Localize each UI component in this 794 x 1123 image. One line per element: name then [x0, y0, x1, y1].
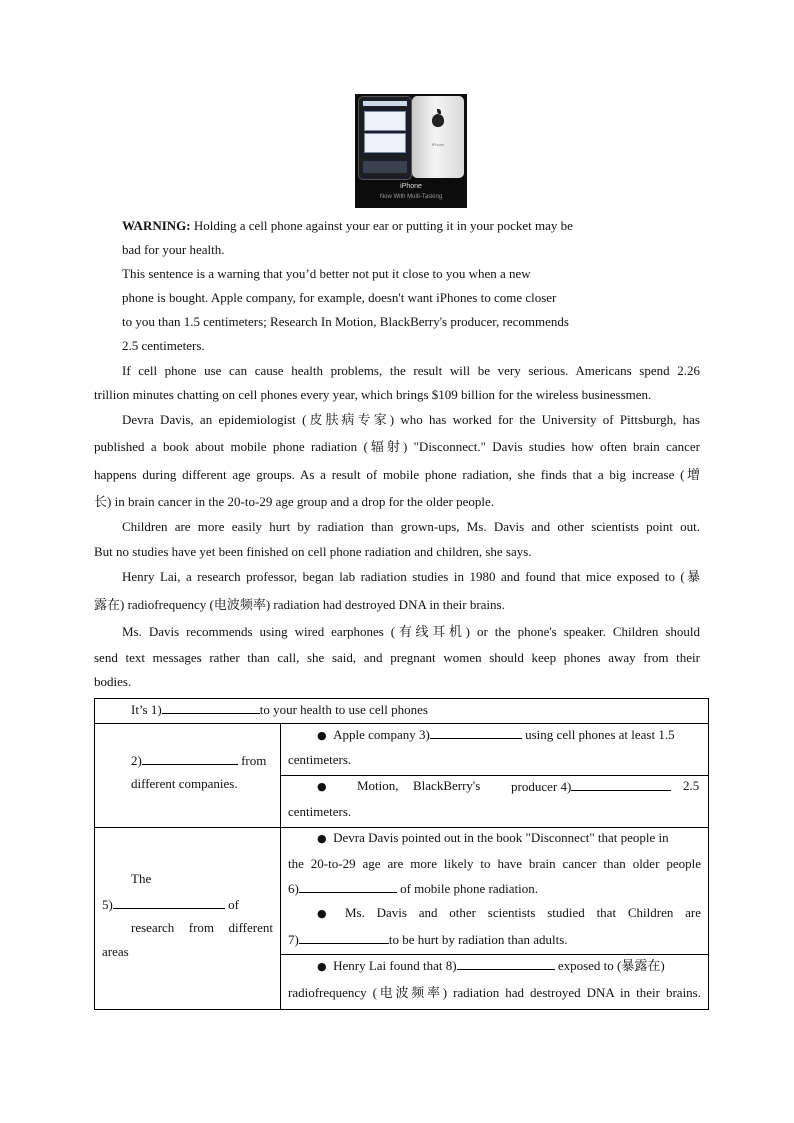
paragraph-3-line-2: But no studies have yet been finished on cell phone radiation and children, she says. — [94, 544, 532, 559]
blank-8[interactable] — [457, 957, 555, 970]
blank-5[interactable] — [113, 896, 225, 909]
bullet-icon: ● — [317, 832, 327, 845]
right-cell-3-line-1: ● Devra Davis pointed out in the book "Disconnect" that people in — [317, 830, 669, 845]
left-cell-2-line-2: 5) of — [102, 897, 239, 912]
bullet-icon: ● — [317, 960, 327, 973]
paragraph-5-line-1: Ms. Davis recommends using wired earphones (有线耳机) or the phone's speaker. Children should — [122, 624, 700, 639]
right-cell-4-line-1: Ms. Davis and other scientists studied that Children are — [345, 905, 701, 920]
right-cell-2-word-2: BlackBerry's — [413, 778, 481, 793]
paragraph-2-line-2: published a book about mobile phone radiation (辐射) "Disconnect." Davis studies how often brain cancer — [94, 439, 700, 454]
right-cell-1-line-1: ● Apple company 3) using cell phones at least 1.5 — [317, 727, 675, 742]
phone-back-label: iPhone — [431, 142, 445, 147]
apple-logo-icon — [432, 114, 444, 127]
blank-6[interactable] — [299, 880, 397, 893]
summary-table — [94, 698, 709, 1010]
bullet-icon: ● — [317, 729, 327, 742]
right-cell-2-word-1: Motion, — [357, 778, 399, 793]
bullet-icon: ● — [317, 907, 327, 920]
paragraph-1-line-2: trillion minutes chatting on cell phones every year, which brings $109 billion for the wireless businessmen. — [94, 387, 652, 402]
warning-line-6: 2.5 centimeters. — [122, 338, 205, 353]
right-cell-2-bullet — [317, 778, 327, 795]
iphone-image — [355, 94, 467, 208]
left-cell-2-line-4: areas — [102, 944, 129, 959]
image-caption-title: iPhone — [400, 183, 422, 190]
left-cell-2-line-1: The — [131, 871, 152, 886]
right-cell-3-line-2: the 20-to-29 age are more likely to have brain cancer than older people — [288, 856, 701, 871]
blank-2[interactable] — [142, 752, 238, 765]
paragraph-5-line-3: bodies. — [94, 674, 132, 689]
image-caption-subtitle: Now With Multi-Tasking — [379, 194, 443, 200]
paragraph-5-line-2: send text messages rather than call, she said, and pregnant women should keep phones away from their — [94, 650, 700, 665]
warning-line-1: WARNING: Holding a cell phone against your ear or putting it in your pocket may be — [122, 218, 573, 233]
warning-line-3: This sentence is a warning that you’d better not put it close to you when a new — [122, 266, 531, 281]
paragraph-4-line-1: Henry Lai, a research professor, began lab radiation studies in 1980 and found that mice exposed to (暴 — [122, 569, 700, 584]
paragraph-2-line-4: 长) in brain cancer in the 20-to-29 age group and a drop for the older people. — [94, 494, 494, 509]
right-cell-2-word-4: 2.5 — [683, 778, 700, 793]
left-cell-1-line-1: 2) from — [131, 753, 267, 768]
paragraph-1-line-1: If cell phone use can cause health problems, the result will be very serious. Americans spend 2.26 — [122, 363, 700, 378]
left-cell-1-line-2: different companies. — [131, 776, 238, 791]
right-cell-1-line-2: centimeters. — [288, 752, 352, 767]
phone-screen — [358, 96, 412, 180]
left-cell-2-line-3: research from different — [131, 920, 273, 935]
right-cell-2-line-2: centimeters. — [288, 804, 352, 819]
right-cell-5-line-2: radiofrequency (电波频率) radiation had destroyed DNA in their brains. — [288, 985, 701, 1000]
warning-line-4: phone is bought. Apple company, for example, doesn't want iPhones to come closer — [122, 290, 557, 305]
paragraph-2-line-3: happens during different age groups. As a result of mobile phone radiation, she finds that a big increase (增 — [94, 467, 700, 482]
blank-3[interactable] — [430, 726, 522, 739]
right-cell-2-word-3: producer 4) — [511, 778, 671, 795]
right-cell-4-line-2: 7) to be hurt by radiation than adults. — [288, 932, 568, 947]
right-cell-3-line-3: 6) of mobile phone radiation. — [288, 881, 539, 896]
warning-label: WARNING: — [122, 218, 191, 233]
warning-line-5: to you than 1.5 centimeters; Research In Motion, BlackBerry's producer, recommends — [122, 314, 569, 329]
right-cell-4-bullet — [317, 905, 327, 922]
right-cell-5-line-1: ● Henry Lai found that 8) exposed to (暴露在) — [317, 958, 665, 973]
paragraph-2-line-1: Devra Davis, an epidemiologist (皮肤病专家) who has worked for the University of Pittsburgh, has — [122, 412, 700, 427]
blank-4[interactable] — [571, 778, 671, 791]
table-row-1-text: It’s 1) to your health to use cell phones — [131, 702, 428, 717]
warning-line-2: bad for your health. — [122, 242, 225, 257]
blank-1[interactable] — [162, 701, 260, 714]
paragraph-3-line-1: Children are more easily hurt by radiation than grown-ups, Ms. Davis and other scientists point out. — [122, 519, 700, 534]
blank-7[interactable] — [299, 931, 389, 944]
bullet-icon: ● — [317, 780, 327, 793]
paragraph-4-line-2: 露在) radiofrequency (电波频率) radiation had destroyed DNA in their brains. — [94, 597, 505, 612]
phone-back — [412, 96, 464, 178]
